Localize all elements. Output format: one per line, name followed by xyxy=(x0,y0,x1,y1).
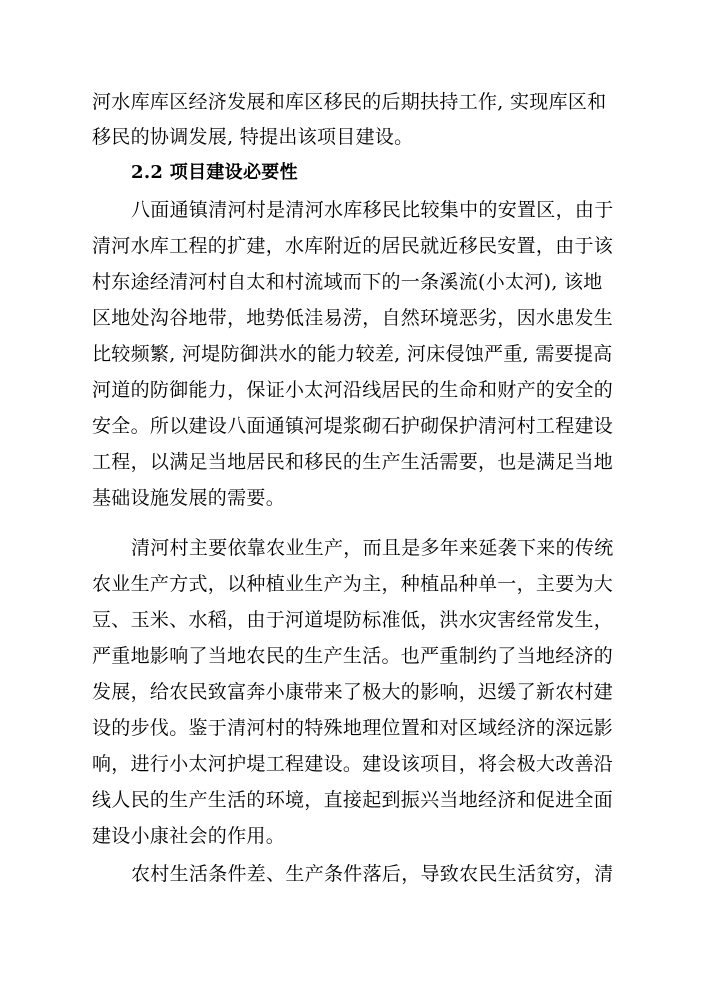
text-line: 工程，以满足当地居民和移民的生产生活需要，也是满足当地 xyxy=(92,451,614,473)
text-line: 清河村主要依靠农业生产，而且是多年来延袭下来的传统 xyxy=(131,537,614,559)
text-line: 比较频繁, 河堤防御洪水的能力较差, 河床侵蚀严重, 需要提高 xyxy=(92,343,613,365)
text-line: 安全。所以建设八面通镇河堤浆砌石护砌保护清河村工程建设 xyxy=(92,415,614,437)
text-line: 河水库库区经济发展和库区移民的后期扶持工作, 实现库区和 xyxy=(92,91,607,113)
text-line: 农业生产方式，以种植业生产为主，种植品种单一，主要为大 xyxy=(92,573,614,595)
text-line: 清河水库工程的扩建，水库附近的居民就近移民安置，由于该 xyxy=(92,235,614,257)
section-heading: 2.2 项目建设必要性 xyxy=(131,162,298,183)
text-line: 设的步伐。鉴于清河村的特殊地理位置和对区域经济的深远影 xyxy=(92,717,614,739)
text-line: 豆、玉米、水稻，由于河道堤防标准低，洪水灾害经常发生， xyxy=(92,609,614,631)
text-line: 区地处沟谷地带，地势低洼易涝，自然环境恶劣，因水患发生 xyxy=(92,307,614,329)
text-line: 严重地影响了当地农民的生产生活。也严重制约了当地经济的 xyxy=(92,645,614,667)
text-line: 村东途经清河村自太和村流域而下的一条溪流(小太河), 该地 xyxy=(92,271,603,293)
text-line: 移民的协调发展, 特提出该项目建设。 xyxy=(92,126,414,148)
text-line: 基础设施发展的需要。 xyxy=(92,487,286,509)
text-line: 河道的防御能力，保证小太河沿线居民的生命和财产的安全的 xyxy=(92,379,614,401)
text-line: 响，进行小太河护堤工程建设。建设该项目，将会极大改善沿 xyxy=(92,753,614,775)
text-line: 线人民的生产生活的环境，直接起到振兴当地经济和促进全面 xyxy=(92,789,614,811)
text-line: 农村生活条件差、生产条件落后，导致农民生活贫穷，清 xyxy=(131,863,614,885)
text-line: 建设小康社会的作用。 xyxy=(92,825,286,847)
text-line: 发展，给农民致富奔小康带来了极大的影响，迟缓了新农村建 xyxy=(92,681,614,703)
text-line: 八面通镇清河村是清河水库移民比较集中的安置区，由于 xyxy=(131,199,614,221)
